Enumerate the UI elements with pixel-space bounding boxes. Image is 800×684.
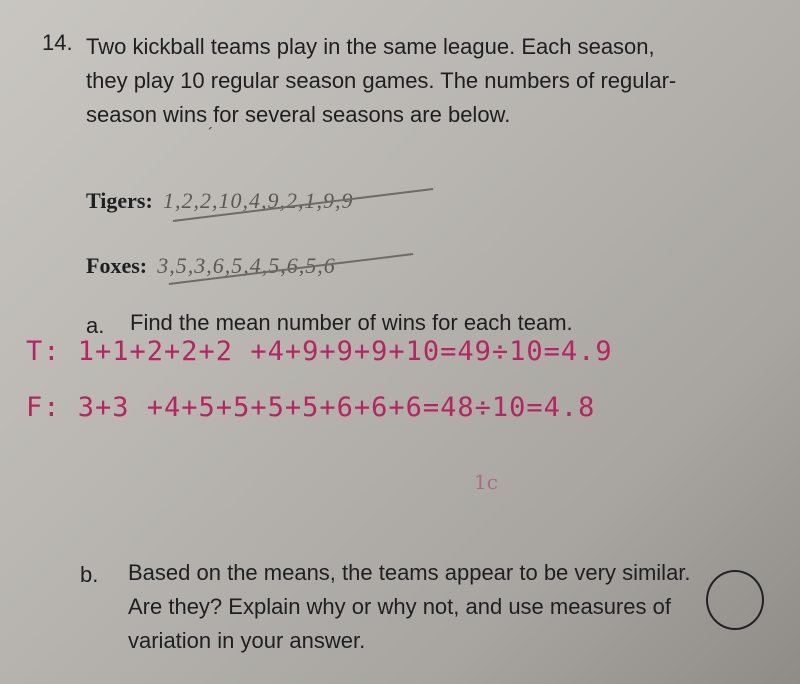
foxes-label: Foxes: — [86, 253, 148, 278]
problem-statement: Two kickball teams play in the same league. Each season, they play 10 regular season games. The numbers of regular-season wins for several seasons are below. — [86, 34, 677, 127]
part-b-prompt: Based on the means, the teams appear to be very similar. Are they? Explain why or why not, and use measures of variation in your answer. — [128, 560, 691, 653]
part-a-letter: a. — [86, 313, 105, 338]
hand-drawn-circle-mark — [706, 570, 764, 630]
tigers-values: 1,2,2,10,4,9,2,1,9,9 — [162, 188, 354, 213]
part-b-letter: b. — [80, 562, 99, 587]
pencil-tick-mark: ´ — [208, 126, 214, 143]
part-a-prompt: Find the mean number of wins for each team. — [130, 310, 573, 335]
stray-pen-mark: 1c — [474, 470, 498, 494]
problem-number: 14. — [42, 30, 73, 55]
handwritten-tigers-work: T: 1+1+2+2+2 +4+9+9+9+10=49÷10=4.9 — [26, 336, 613, 367]
tigers-label: Tigers: — [86, 188, 153, 213]
handwritten-foxes-work: F: 3+3 +4+5+5+5+5+6+6+6=48÷10=4.8 — [26, 392, 596, 423]
foxes-values: 3,5,3,6,5,4,5,6,5,6 — [157, 253, 336, 278]
tigers-row — [86, 188, 353, 214]
